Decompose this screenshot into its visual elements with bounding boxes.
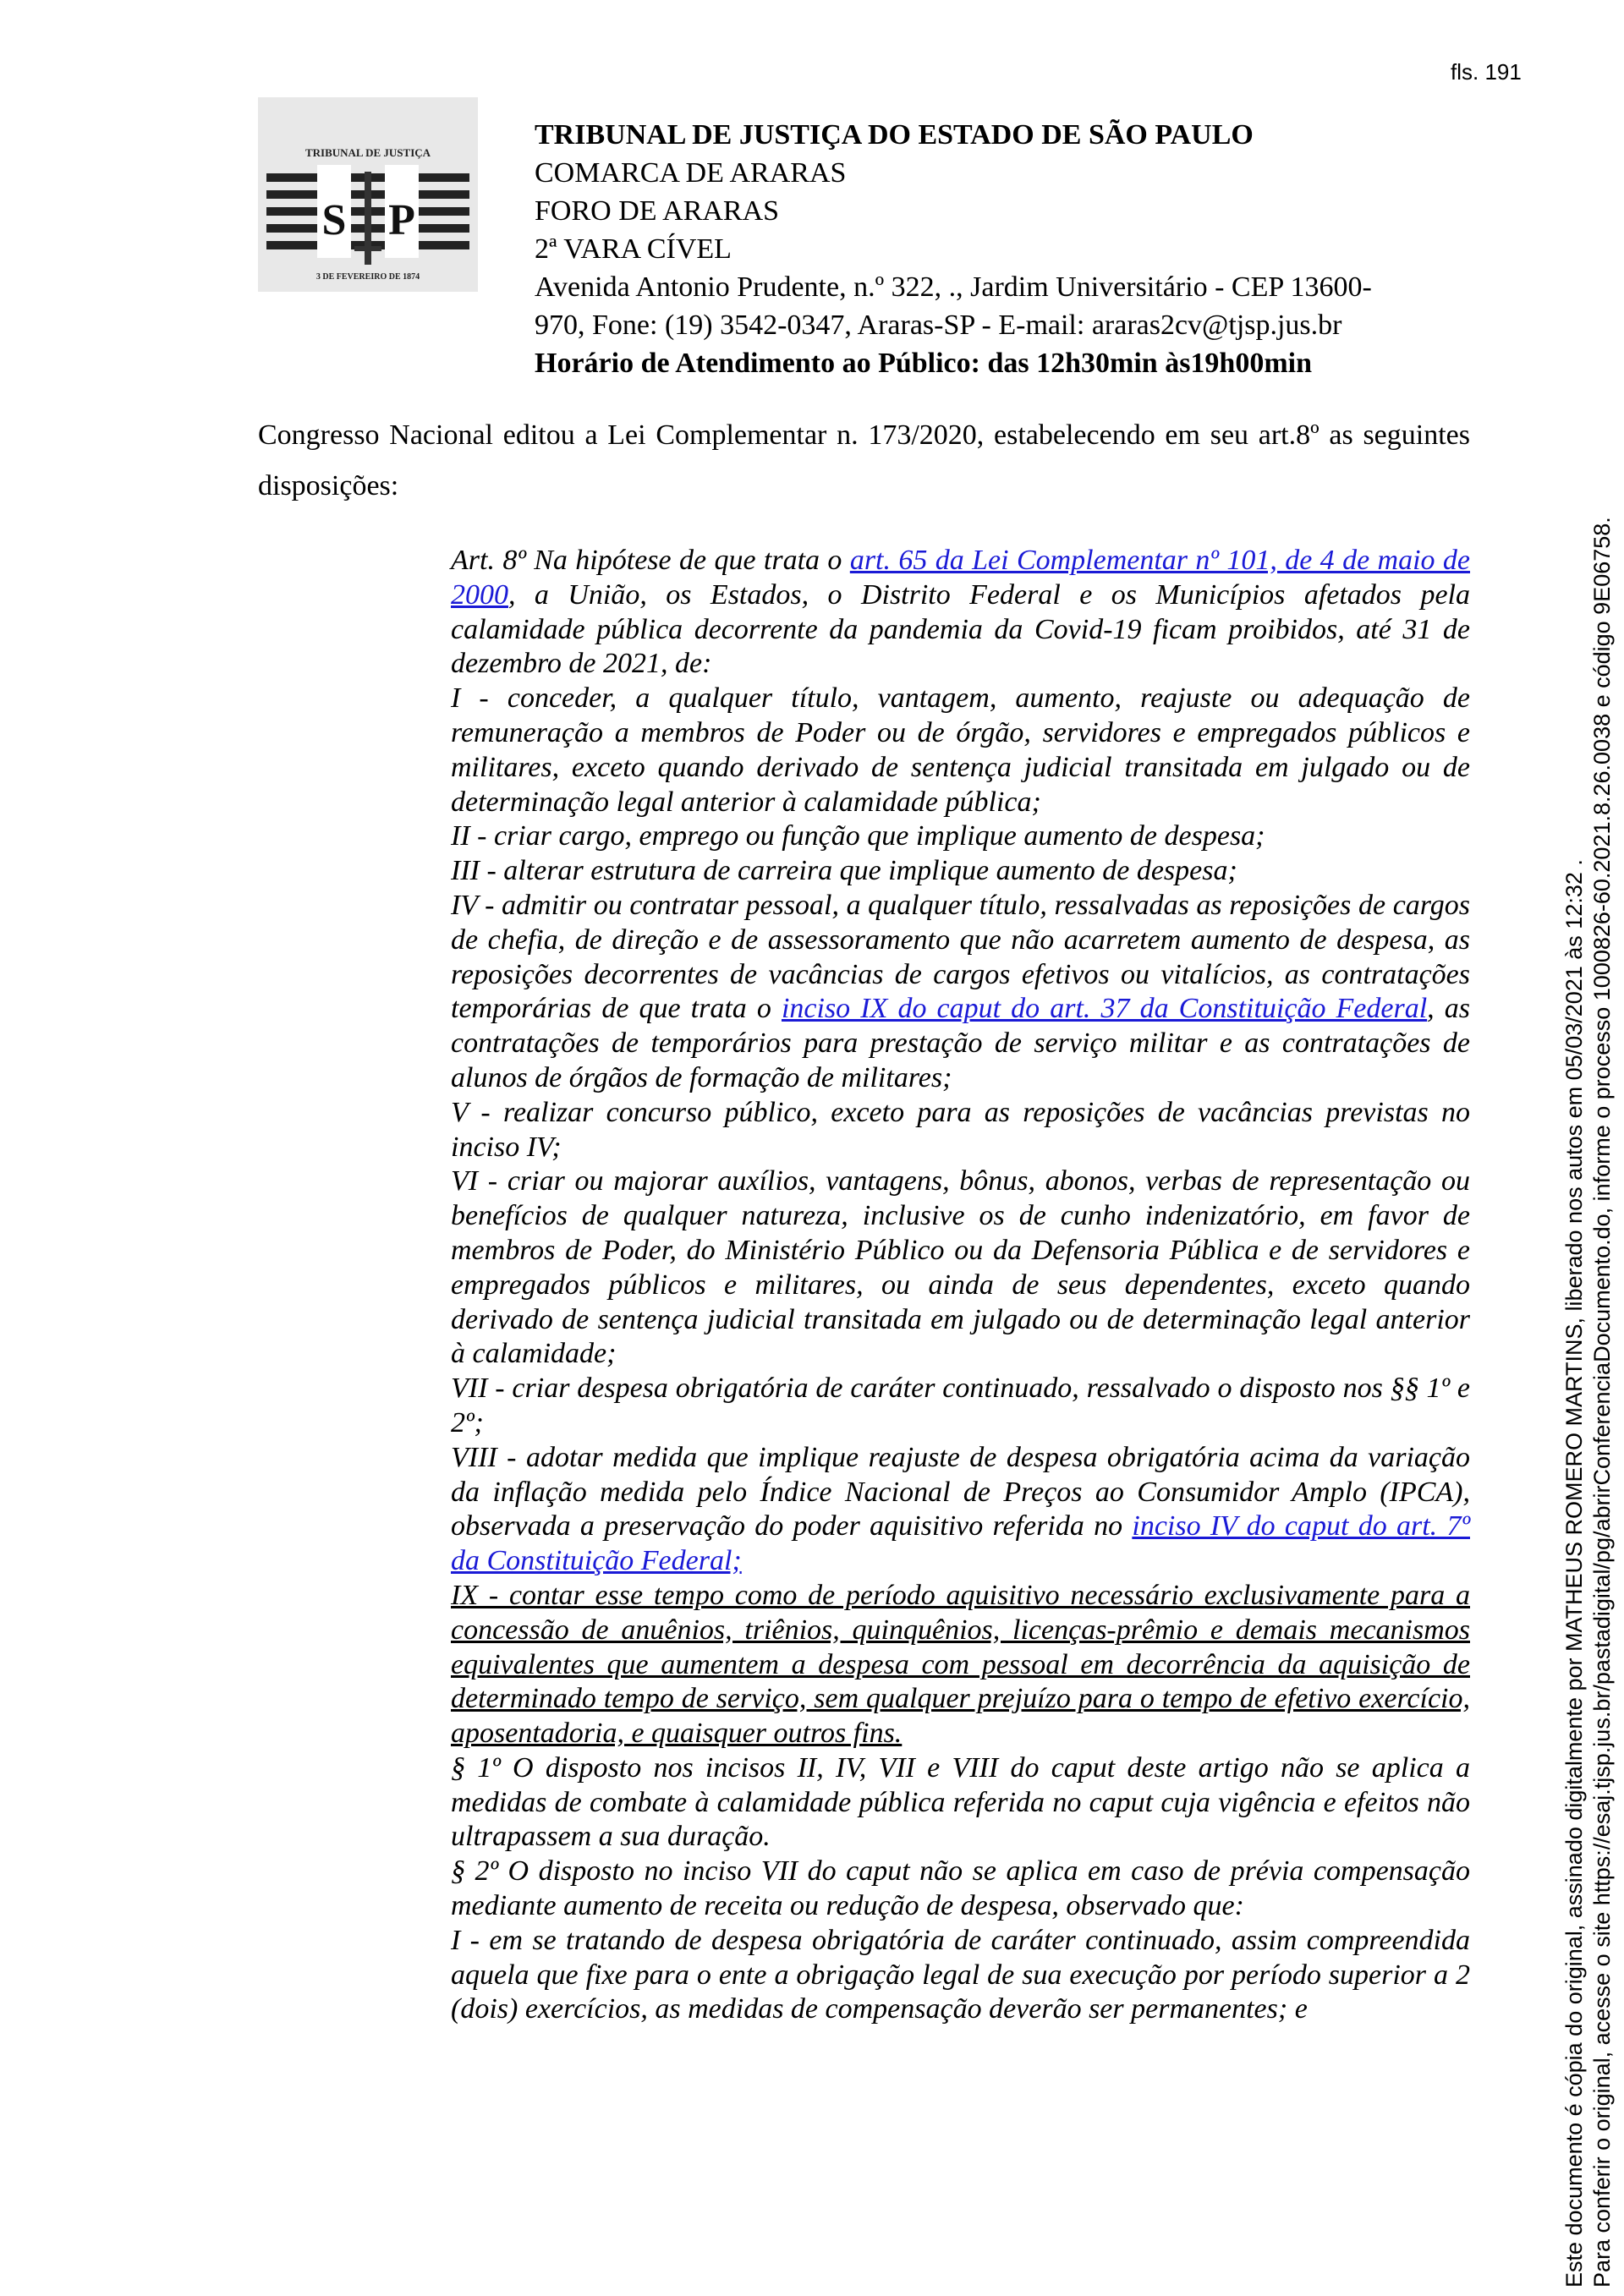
art8-paragraph: Art. 8º Na hipótese de que trata o art. 65 da Lei Complementar nº 101, de 4 de maio de 2000, a União, os Estados, o Distrito Federal e os Municípios afetados pela calamidade pública decorrente da pandemia da Covid-19 ficam proibidos, até 31 de dezembro de 2021, de:	[451, 545, 1471, 680]
article-quote	[451, 544, 1470, 2027]
seal-letter-p: P	[388, 196, 415, 244]
vara: 2ª VARA CÍVEL	[535, 233, 732, 265]
link-lc101[interactable]: art. 65 da Lei Complementar nº 101, de 4 de maio de 2000	[451, 545, 1471, 611]
paragraph-2: § 2º O disposto no inciso VII do caput não se aplica em caso de prévia compensação mediante aumento de receita ou redução de despesa, observado que:	[451, 1855, 1470, 1922]
digital-signature-note	[1561, 376, 1616, 2288]
inciso-i: I - conceder, a qualquer título, vantagem, aumento, reajuste ou adequação de remuneração a membros de Poder ou de órgão, servidores e empregados públicos e militares, exceto quando derivado de sentença judicial transitada em julgado ou de determinação legal anterior à calamidade pública;	[451, 682, 1470, 818]
link-cf-art7[interactable]: inciso IV do caput do art. 7º da Constituição Federal;	[451, 1510, 1470, 1577]
address-line-2: 970, Fone: (19) 3542-0347, Araras-SP - E-mail: araras2cv@tjsp.jus.br	[535, 310, 1342, 341]
seal-bottom-text: 3 DE FEVEREIRO DE 1874	[315, 272, 420, 282]
court-header	[535, 116, 1465, 382]
court-name: TRIBUNAL DE JUSTIÇA DO ESTADO DE SÃO PAULO	[535, 119, 1254, 151]
inciso-ix: IX - contar esse tempo como de período aquisitivo necessário exclusivamente para a concessão de anuênios, triênios, quinquênios, licenças-prêmio e demais mecanismos equivalentes que aumentem a despesa com pessoal em decorrência da aquisição de determinado tempo de serviço, sem qualquer prejuízo para o tempo de efetivo exercício, aposentadoria, e quaisquer outros fins.	[451, 1579, 1470, 1750]
foro: FORO DE ARARAS	[535, 195, 780, 227]
page-number: fls. 191	[1451, 59, 1522, 85]
inciso-vi: VI - criar ou majorar auxílios, vantagens, bônus, abonos, verbas de representação ou benefícios de qualquer natureza, inclusive os de cunho indenizatório, em favor de membros de Poder, do Ministério Público ou da Defensoria Pública e de servidores e empregados públicos e militares, ou ainda de seus dependentes, exceto quando derivado de sentença judicial transitada em julgado ou de determinação legal anterior à calamidade;	[451, 1165, 1470, 1370]
link-cf-art37[interactable]: inciso IX do caput do art. 37 da Constituição Federal	[781, 993, 1428, 1025]
inciso-viii: VIII - adotar medida que implique reajuste de despesa obrigatória acima da variação da inflação medida pelo Índice Nacional de Preços ao Consumidor Amplo (IPCA), observada a preservação do poder aquisitivo referida no inciso IV do caput do art. 7º da Constituição Federal;	[451, 1441, 1470, 1577]
paragraph-2-inciso-i: I - em se tratando de despesa obrigatória de caráter continuado, assim compreendida aquela que fixe para o ente a obrigação legal de sua execução por período superior a 2 (dois) exercícios, as medidas de compensação deverão ser permanentes; e	[451, 1924, 1470, 2025]
comarca: COMARCA DE ARARAS	[535, 157, 847, 189]
inciso-v: V - realizar concurso público, exceto para as reposições de vacâncias previstas no inciso IV;	[451, 1096, 1470, 1163]
office-hours: Horário de Atendimento ao Público: das 12h30min às19h00min	[535, 348, 1313, 379]
paragraph-1: § 1º O disposto nos incisos II, IV, VII e VIII do caput deste artigo não se aplica a medidas de combate à calamidade pública referida no caput cuja vigência e efeitos não ultrapassem a sua duração.	[451, 1751, 1470, 1853]
court-seal-logo	[258, 97, 478, 292]
inciso-ii: II - criar cargo, emprego ou função que implique aumento de despesa;	[451, 820, 1265, 852]
seal-letter-s: S	[321, 196, 347, 244]
inciso-vii: VII - criar despesa obrigatória de caráter continuado, ressalvado o disposto nos §§ 1º e 2º;	[451, 1373, 1470, 1438]
signature-line-1: Este documento é cópia do original, assinado digitalmente por MATHEUS ROMERO MARTINS, liberado nos autos em 05/03/2021 às 12:32 .	[1561, 859, 1587, 2288]
intro-paragraph: Congresso Nacional editou a Lei Complementar n. 173/2020, estabelecendo em seu art.8º as seguintes disposições:	[258, 419, 1470, 501]
address-line-1: Avenida Antonio Prudente, n.º 322, ., Jardim Universitário - CEP 13600-	[535, 271, 1372, 303]
inciso-iv: IV - admitir ou contratar pessoal, a qualquer título, ressalvadas as reposições de cargos de chefia, de direção e de assessoramento que não acarretem aumento de despesa, as reposições decorrentes de vacâncias de cargos efetivos ou vitalícios, as contratações temporárias de que trata o inciso IX do caput do art. 37 da Constituição Federal, as contratações de temporários para prestação de serviço militar e as contratações de alunos de órgãos de formação de militares;	[451, 889, 1470, 1093]
inciso-iii: III - alterar estrutura de carreira que implique aumento de despesa;	[451, 855, 1237, 887]
seal-top-text: TRIBUNAL DE JUSTIÇA	[304, 146, 431, 159]
signature-line-2: Para conferir o original, acesse o site https://esaj.tjsp.jus.br/pastadigital/pg/abrirConferenciaDocumento.do, informe o processo 1000826-60.2021.8.26.0038 e código 9E06758.	[1589, 517, 1615, 2288]
